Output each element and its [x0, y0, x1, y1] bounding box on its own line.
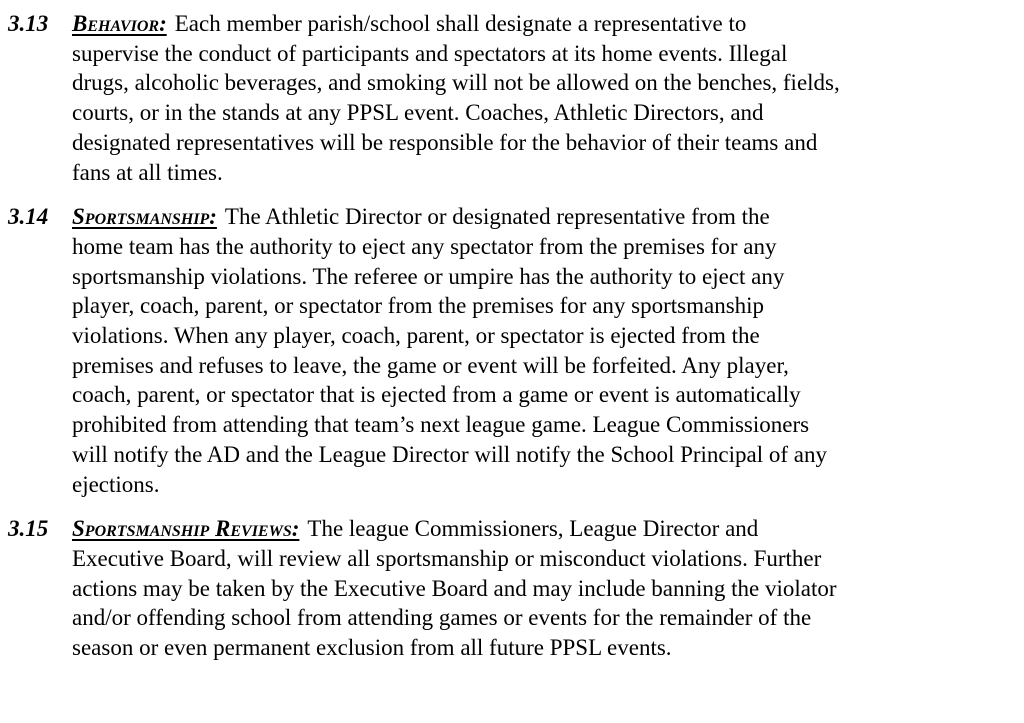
section-heading: Sportsmanship Reviews: [72, 516, 300, 542]
text-line [72, 98, 1024, 128]
body-text: Each member parish/school shall designate a representative to [174, 11, 747, 36]
section-heading: Behavior: [72, 11, 167, 36]
body-text: courts, or in the stands at any PPSL event. Coaches, Athletic Directors, and [72, 100, 764, 126]
body-text: violations. When any player, coach, parent, or spectator is ejected from the [72, 323, 760, 349]
text-line [72, 158, 1024, 188]
body-text: Executive Board, will review all sportsmanship or misconduct violations. Further [72, 545, 822, 571]
text-line [72, 351, 1024, 381]
text-line [72, 202, 1024, 232]
body-text: ejections. [72, 471, 160, 497]
section-heading: Sportsmanship: [72, 204, 217, 230]
text-line [72, 574, 1024, 604]
text-line [72, 380, 1024, 410]
text-line [72, 440, 1024, 470]
text-line [72, 9, 1024, 39]
body-text: actions may be taken by the Executive Board and may include banning the violator [72, 575, 837, 601]
section-number: 3.13 [8, 11, 49, 36]
section-3-13 [0, 9, 1024, 187]
section-number: 3.15 [8, 516, 49, 542]
body-text: The Athletic Director or designated representative from the [224, 204, 770, 230]
text-line [72, 470, 1024, 500]
text-line [72, 232, 1024, 262]
text-line [72, 291, 1024, 321]
section-number: 3.14 [8, 204, 49, 230]
body-text: drugs, alcoholic beverages, and smoking will not be allowed on the benches, fields, [72, 70, 840, 96]
body-text: home team has the authority to eject any spectator from the premises for any [72, 233, 777, 259]
text-line [72, 262, 1024, 292]
body-text: season or even permanent exclusion from all future PPSL events. [72, 635, 672, 661]
text-line [72, 68, 1024, 98]
section-3-14 [0, 202, 1024, 499]
text-line [72, 633, 1024, 663]
body-text: will notify the AD and the League Director will notify the School Principal of any [72, 441, 827, 467]
text-line [72, 128, 1024, 158]
text-line [72, 544, 1024, 574]
body-text: The league Commissioners, League Director and [307, 516, 759, 542]
text-line [72, 39, 1024, 69]
body-text: sportsmanship violations. The referee or umpire has the authority to eject any [72, 263, 785, 289]
text-line [72, 410, 1024, 440]
body-text: player, coach, parent, or spectator from the premises for any sportsmanship [72, 293, 765, 319]
body-text: prohibited from attending that team’s next league game. League Commissioners [72, 412, 810, 438]
body-text: coach, parent, or spectator that is ejected from a game or event is automatically [72, 382, 801, 408]
text-line [72, 603, 1024, 633]
text-line [72, 514, 1024, 544]
text-line [72, 321, 1024, 351]
body-text: premises and refuses to leave, the game or event will be forfeited. Any player, [72, 352, 789, 378]
body-text: fans at all times. [72, 159, 223, 185]
body-text: designated representatives will be responsible for the behavior of their teams and [72, 129, 818, 155]
section-3-15 [0, 514, 1024, 663]
document-page [0, 9, 1024, 678]
body-text: supervise the conduct of participants and spectators at its home events. Illegal [72, 40, 788, 66]
body-text: and/or offending school from attending games or events for the remainder of the [72, 605, 812, 631]
